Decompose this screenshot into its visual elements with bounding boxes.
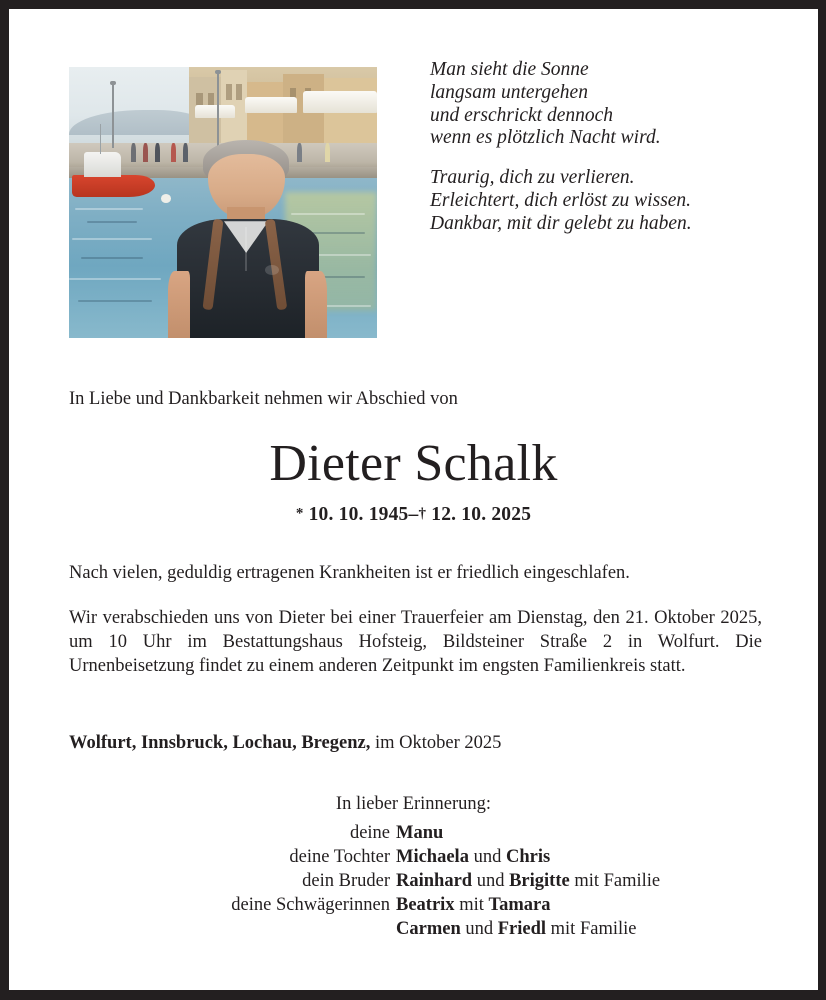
building: [247, 82, 283, 149]
poem-line: Man sieht die Sonne: [430, 59, 589, 80]
farewell-lede: In Liebe und Dankbarkeit nehmen wir Abschied von: [69, 389, 458, 409]
family-names: [396, 917, 826, 941]
family-connector-text: mit Familie: [569, 871, 661, 892]
death-date: 12. 10. 2025: [431, 504, 532, 525]
photo-scene: [69, 67, 377, 338]
passing-paragraph: Nach vielen, geduldig ertragenen Krankheiten ist er friedlich eingeschlafen.: [69, 563, 630, 583]
family-names: [396, 893, 826, 917]
pedestrian: [155, 143, 160, 162]
family-member-name: Friedl: [497, 919, 547, 940]
memorial-heading: In lieber Erinnerung:: [335, 794, 492, 814]
places-list: Wolfurt, Innsbruck, Lochau, Bregenz,: [69, 733, 371, 753]
left-arm: [168, 271, 190, 338]
poem-stanza-2: [430, 167, 780, 235]
birth-symbol: *: [295, 505, 304, 522]
family-connector-text: und: [468, 847, 506, 868]
funeral-details-paragraph: Wir verabschieden uns von Dieter bei einer Trauerfeier am Dienstag, den 21. Oktober 2025, um 10 Uhr im Bestattungshaus Hofsteig, Bildsteiner Straße 2 in Wolfurt. Die Urnenbeisetzung findet zu einem anderen Zeitpunkt im engsten Familienkreis statt.: [69, 608, 762, 677]
family-names: [396, 869, 826, 893]
family-row: [9, 917, 826, 941]
death-symbol: †: [418, 506, 427, 523]
building: [324, 78, 377, 148]
moored-boat-hull: [72, 175, 155, 197]
memorial-poem: [430, 59, 780, 236]
family-member-name: Tamara: [488, 895, 551, 916]
family-member-name: Rainhard: [396, 871, 473, 892]
poem-line: Dankbar, mit dir gelebt zu haben.: [430, 212, 692, 234]
moored-boat-cabin: [84, 152, 121, 176]
cafe-awning: [303, 91, 377, 113]
family-member-name: Manu: [396, 823, 444, 843]
pedestrian: [325, 143, 330, 162]
date-separator: –: [408, 504, 419, 525]
family-row: [9, 845, 826, 869]
places-date: im Oktober 2025: [370, 733, 502, 753]
deceased-name: Dieter Schalk: [269, 435, 558, 492]
family-member-name: Michaela: [396, 847, 469, 868]
boat-mast: [100, 124, 101, 154]
pedestrian: [143, 143, 148, 162]
poem-line: und erschrickt dennoch: [430, 104, 614, 126]
notice-inner-panel: [9, 9, 818, 990]
poem-line: langsam untergehen: [430, 81, 588, 103]
poem-line: wenn es plötzlich Nacht wird.: [430, 127, 661, 149]
family-relation-label: deine: [349, 823, 390, 843]
family-names: [396, 821, 826, 845]
man-figure: [174, 140, 322, 338]
lamp-post: [112, 83, 114, 148]
right-arm: [305, 271, 327, 338]
poem-stanza-1: [430, 59, 780, 150]
cafe-awning: [195, 105, 235, 119]
shirt-placket: [245, 227, 247, 271]
family-member-name: Carmen: [396, 919, 461, 940]
places-line: [69, 731, 762, 755]
family-row: [9, 869, 826, 893]
life-dates: [9, 504, 818, 526]
family-relation-label: deine Tochter: [289, 847, 390, 868]
family-relation-label: deine Schwägerinnen: [231, 895, 390, 916]
family-member-name: Chris: [505, 847, 551, 868]
lamp-post: [217, 72, 219, 148]
family-connector-text: und: [460, 919, 498, 940]
pedestrian: [131, 143, 136, 162]
lamp-head: [215, 70, 221, 74]
poem-line: Erleichtert, dich erlöst zu wissen.: [430, 190, 692, 212]
poem-line: Traurig, dich zu verlieren.: [430, 167, 635, 189]
shirt-logo: [265, 265, 278, 275]
family-relation-label: [9, 917, 396, 941]
family-connector-text: mit Familie: [546, 919, 637, 940]
family-row: [9, 893, 826, 917]
family-list: [9, 821, 826, 941]
portrait-photo: [69, 67, 377, 338]
family-names: [396, 845, 826, 869]
family-member-name: Beatrix: [396, 895, 455, 916]
family-row: [9, 821, 826, 845]
lamp-head: [110, 81, 116, 85]
family-relation-label: dein Bruder: [302, 871, 390, 892]
cafe-awning: [245, 97, 297, 113]
family-connector-text: und: [472, 871, 510, 892]
family-member-name: Brigitte: [509, 871, 570, 892]
birth-date: 10. 10. 1945: [308, 504, 409, 525]
family-connector-text: mit: [454, 895, 489, 916]
